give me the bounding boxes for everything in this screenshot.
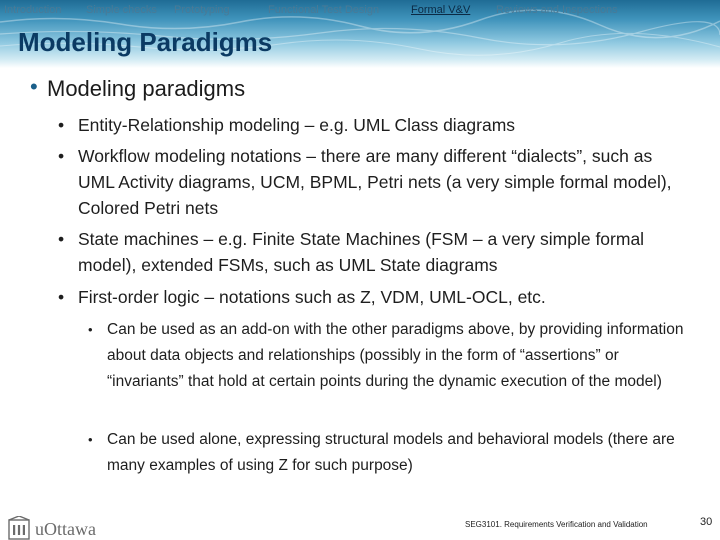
sub-bullet-item	[88, 427, 688, 479]
sub-bullet-text: Can be used alone, expressing structural models and behavioral models (there are many examples of using Z for such purpose)	[107, 431, 675, 474]
nav-simple-checks[interactable]: Simple checks	[86, 4, 157, 16]
bullet-icon: •	[88, 322, 93, 337]
sub-bullet-text: Can be used as an add-on with the other paradigms above, by providing information about data objects and relationships (possibly in the form of “assertions” or “invariants” that hold at certain points during the dynamic execution of the model)	[107, 321, 684, 390]
top-navigation	[0, 2, 720, 20]
nav-introduction[interactable]: Introduction	[4, 4, 62, 16]
main-bullet-text: Modeling paradigms	[47, 76, 246, 101]
bullet-icon: •	[88, 432, 93, 447]
bullet-icon: •	[58, 229, 65, 249]
bullet-text: State machines – e.g. Finite State Machines (FSM – a very simple formal model), extended FSMs, such as UML State diagrams	[78, 229, 645, 275]
course-label: SEG3101. Requirements Verification and Validation	[465, 520, 648, 529]
slide-title: Modeling Paradigms	[18, 27, 273, 57]
bullet-item	[58, 112, 688, 138]
nav-prototyping[interactable]: Prototyping	[174, 4, 230, 16]
slide-footer	[0, 508, 720, 540]
bullet-icon: •	[58, 115, 65, 135]
page-number: 30	[700, 516, 713, 528]
sub-bullet-item	[88, 317, 688, 395]
bullet-text: Entity-Relationship modeling – e.g. UML Class diagrams	[78, 115, 516, 135]
bullet-icon: •	[58, 287, 65, 307]
bullet-text: First-order logic – notations such as Z, VDM, UML-OCL, etc.	[78, 287, 546, 307]
nav-functional-test-design[interactable]: Functional Test Design	[268, 4, 380, 16]
bullet-text: Workflow modeling notations – there are many different “dialects”, such as UML Activity diagrams, UCM, BPML, Petri nets (a very simple formal model), Colored Petri nets	[78, 146, 672, 218]
bullet-item	[58, 284, 688, 310]
nav-reviews-inspections[interactable]: Reviews and Inspections	[496, 4, 618, 16]
university-tower-icon	[8, 516, 30, 540]
bullet-icon: •	[58, 146, 65, 166]
logo-text: uOttawa	[35, 519, 96, 539]
uottawa-logo	[8, 516, 98, 540]
nav-formal-vv[interactable]: Formal V&V	[411, 4, 471, 16]
bullet-icon: •	[30, 74, 38, 99]
slide-content	[0, 70, 720, 510]
bullet-item	[58, 143, 688, 221]
slide-header	[0, 0, 720, 68]
bullet-item	[58, 226, 688, 278]
